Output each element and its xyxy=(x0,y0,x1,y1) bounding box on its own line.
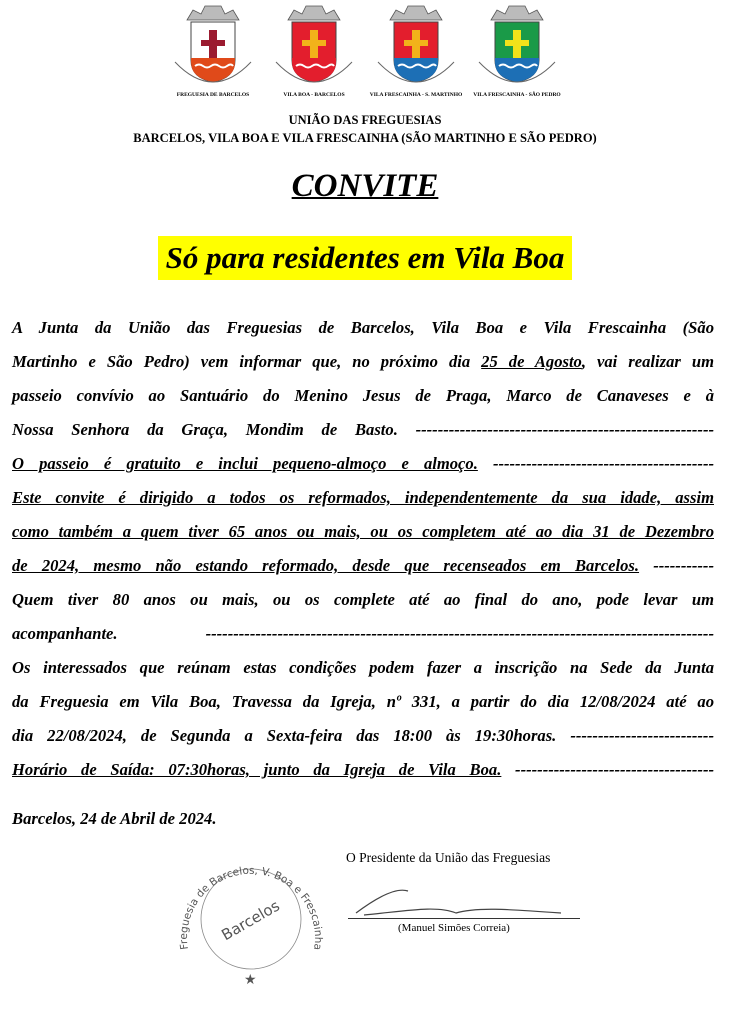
body-line xyxy=(12,753,714,787)
parish-stamp xyxy=(166,839,336,989)
crest-freguesia-de-barcelos xyxy=(165,2,261,102)
body-text: Martinho e São Pedro) vem informar que, no próximo dia xyxy=(12,352,482,371)
document-title: CONVITE xyxy=(291,168,439,204)
body-line xyxy=(12,311,714,345)
underlined-text: 25 de Agosto xyxy=(481,352,582,371)
invitation-body xyxy=(12,311,714,787)
crest-motto: VILA FRESCAINHA - SÃO PEDRO xyxy=(473,92,561,98)
handwritten-signature xyxy=(346,873,586,917)
dash-filler: -------------------------- xyxy=(570,726,714,745)
underlined-text: Este convite é dirigido a todos os reformados, independentemente da sua idade, assim xyxy=(12,488,714,507)
body-line xyxy=(12,481,714,515)
svg-text:Barcelos xyxy=(218,897,283,945)
header-line-1: UNIÃO DAS FREGUESIAS xyxy=(288,113,442,127)
dash-filler: ---------------------------------------- xyxy=(477,454,714,473)
dash-filler: ------------------------------------ xyxy=(501,760,714,779)
body-line xyxy=(12,379,714,413)
date-line: Barcelos, 24 de Abril de 2024. xyxy=(12,809,217,828)
dash-filler: -------------------------------------------------------------------------------------------- xyxy=(205,624,714,643)
underlined-text: como também a quem tiver 65 anos ou mais, ou os completem até ao dia 31 de Dezembro xyxy=(12,522,714,541)
underlined-text: O passeio é gratuito e inclui pequeno-almoço e almoço. xyxy=(12,454,478,473)
svg-text:Freguesia de Barcelos, V. Boa xyxy=(178,865,324,951)
body-text: Quem tiver 80 anos ou mais, ou os complete até ao final do ano, pode levar um xyxy=(12,590,714,609)
body-line xyxy=(12,549,714,583)
crests-row xyxy=(165,2,565,102)
crest-vila-frescainha-s-martinho xyxy=(368,2,464,102)
body-text: dia 22/08/2024, de Segunda a Sexta-feira das 18:00 às 19:30horas. xyxy=(12,726,571,745)
body-line xyxy=(12,719,714,753)
signature-line xyxy=(348,918,580,919)
crest-vila-frescainha-sao-pedro xyxy=(469,2,565,102)
body-text: acompanhante. xyxy=(12,624,206,643)
body-line xyxy=(12,345,714,379)
underlined-text: Horário de Saída: 07:30horas, junto da Igreja de Vila Boa. xyxy=(12,760,502,779)
crest-motto: FREGUESIA DE BARCELOS xyxy=(176,92,250,98)
document-content xyxy=(12,311,714,988)
body-line xyxy=(12,413,714,447)
crest-motto: VILA BOA - BARCELOS xyxy=(283,92,345,98)
header-line-2: BARCELOS, VILA BOA E VILA FRESCAINHA (SÃO MARTINHO E SÃO PEDRO) xyxy=(133,131,597,145)
body-line xyxy=(12,515,714,549)
body-line xyxy=(12,447,714,481)
dash-filler: ------------------------------------------------------ xyxy=(415,420,714,439)
body-text: passeio convívio ao Santuário do Menino Jesus de Praga, Marco de Canaveses e à xyxy=(12,386,714,405)
body-line xyxy=(12,685,714,719)
body-line xyxy=(12,583,714,617)
crest-vila-boa xyxy=(266,2,362,102)
signature-block xyxy=(177,849,596,988)
body-line xyxy=(12,651,714,685)
body-text: Nossa Senhora da Graça, Mondim de Basto. xyxy=(12,420,416,439)
body-text: A Junta da União das Freguesias de Barcelos, Vila Boa e Vila Frescainha (São xyxy=(12,318,714,337)
stamp-inner-text: Barcelos xyxy=(218,896,283,945)
highlighted-subtitle: Só para residentes em Vila Boa xyxy=(158,236,573,280)
signatory-role: O Presidente da União das Freguesias xyxy=(346,850,551,865)
stamp-outer-text: Freguesia de Barcelos, V. Boa e Frescainha xyxy=(177,864,325,951)
star-icon: ★ xyxy=(244,973,257,988)
body-line xyxy=(12,617,714,651)
underlined-text: de 2024, mesmo não estando reformado, desde que recenseados em Barcelos. xyxy=(12,556,640,575)
body-text: da Freguesia em Vila Boa, Travessa da Igreja, nº 331, a partir do dia 12/08/2024 até ao xyxy=(12,692,714,711)
signatory-name: (Manuel Simões Correia) xyxy=(398,922,510,934)
subtitle-wrapper xyxy=(0,236,730,280)
body-text: Os interessados que reúnam estas condições podem fazer a inscrição na Sede da Junta xyxy=(12,658,714,677)
body-text: , vai realizar um xyxy=(581,352,714,371)
dash-filler: ----------- xyxy=(639,556,714,575)
crest-motto: VILA FRESCAINHA - S. MARTINHO xyxy=(369,92,462,98)
